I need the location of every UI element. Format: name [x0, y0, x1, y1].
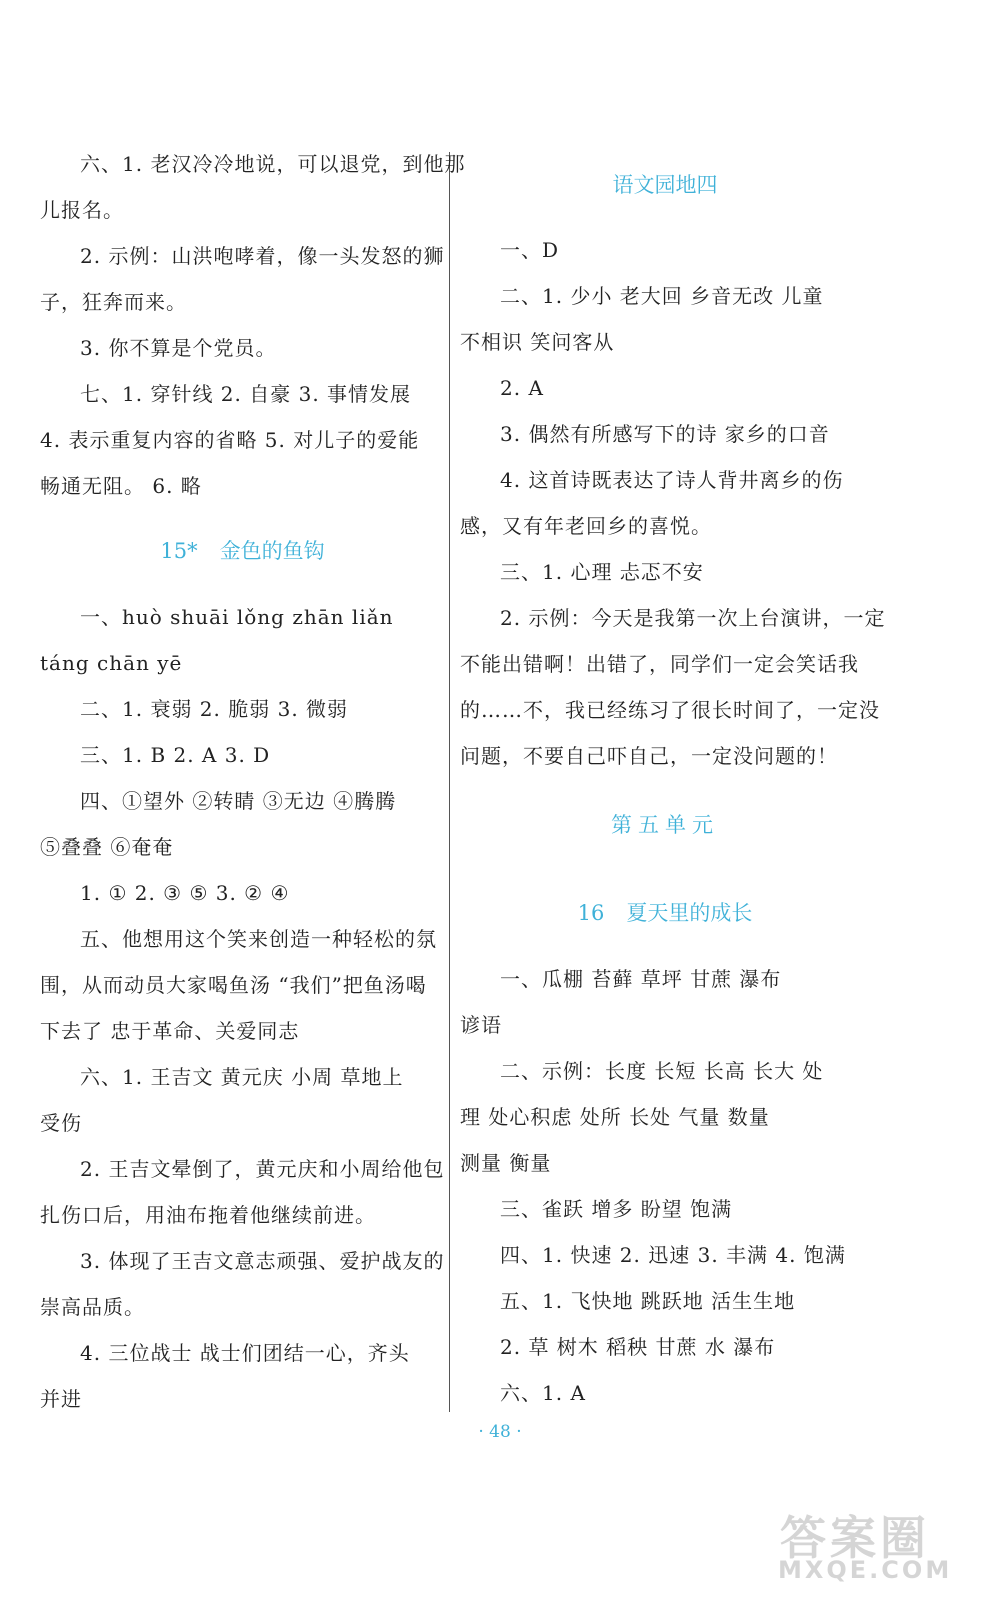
answer-line: 一、瓜棚 苔藓 草坪 甘蔗 瀑布 — [500, 967, 782, 991]
answer-line: 4. 三位战士 战士们团结一心，齐头 — [80, 1341, 410, 1365]
answer-line: 下去了 忠于革命、关爱同志 — [40, 1019, 300, 1043]
answer-line: 围，从而动员大家喝鱼汤 “我们”把鱼汤喝 — [40, 973, 427, 997]
lesson-title: 金色的鱼钩 — [219, 539, 325, 563]
answer-line: 2. 示例：今天是我第一次上台演讲，一定 — [500, 606, 886, 630]
lesson-number: 16 — [577, 901, 605, 925]
answer-line: 一、huò shuāi lǒng zhān liǎn — [80, 605, 394, 629]
answer-line: 4. 这首诗既表达了诗人背井离乡的伤 — [500, 468, 844, 492]
answer-line: 二、1. 衰弱 2. 脆弱 3. 微弱 — [80, 697, 349, 721]
answer-line: 2. 王吉文晕倒了，黄元庆和小周给他包 — [80, 1157, 445, 1181]
answer-line: 六、1. 王吉文 黄元庆 小周 草地上 — [80, 1065, 404, 1089]
answer-line: táng chān yē — [40, 651, 183, 675]
answer-line: 三、1. 心理 忐忑不安 — [500, 560, 704, 584]
answer-line: 2. 示例：山洪咆哮着，像一头发怒的狮 — [80, 244, 445, 268]
answer-line: 测量 衡量 — [460, 1151, 552, 1175]
section-heading-yuwen: 语文园地四 — [612, 173, 718, 197]
answer-line: 并进 — [40, 1387, 82, 1411]
answer-line: 六、1. 老汉冷冷地说，可以退党，到他那 — [80, 152, 466, 176]
answer-line: 不相识 笑问客从 — [460, 330, 615, 354]
column-divider — [449, 152, 450, 1412]
answer-line: 三、雀跃 增多 盼望 饱满 — [500, 1197, 733, 1221]
answer-line: 六、1. A — [500, 1381, 586, 1405]
answer-line: 3. 偶然有所感写下的诗 家乡的口音 — [500, 422, 830, 446]
answer-line: ⑤叠叠 ⑥奄奄 — [40, 835, 174, 859]
answer-line: 五、1. 飞快地 跳跃地 活生生地 — [500, 1289, 796, 1313]
answer-line: 畅通无阻。 6. 略 — [40, 474, 202, 498]
answer-line: 扎伤口后，用油布拖着他继续前进。 — [40, 1203, 376, 1227]
watermark-logo — [772, 1502, 972, 1588]
answer-line: 问题，不要自己吓自己，一定没问题的！ — [460, 744, 838, 768]
answer-line: 3. 你不算是个党员。 — [80, 336, 277, 360]
answer-line: 三、1. B 2. A 3. D — [80, 743, 271, 767]
lesson-heading-16 — [460, 899, 870, 927]
answer-line: 四、1. 快速 2. 迅速 3. 丰满 4. 饱满 — [500, 1243, 846, 1267]
watermark-main: 答案圈 — [780, 1511, 930, 1565]
lesson-number: 15* — [160, 539, 198, 563]
lesson-heading-15 — [40, 537, 445, 565]
watermark-url: MXQE.COM — [778, 1556, 953, 1584]
answer-line: 受伤 — [40, 1111, 82, 1135]
answer-line: 4. 表示重复内容的省略 5. 对儿子的爱能 — [40, 428, 420, 452]
answer-line: 二、1. 少小 老大回 乡音无改 儿童 — [500, 284, 824, 308]
answer-line: 不能出错啊！出错了，同学们一定会笑话我 — [460, 652, 859, 676]
answer-line: 3. 体现了王吉文意志顽强、爱护战友的 — [80, 1249, 445, 1273]
answer-line: 七、1. 穿针线 2. 自豪 3. 事情发展 — [80, 382, 412, 406]
answer-line: 2. 草 树木 稻秧 甘蔗 水 瀑布 — [500, 1335, 776, 1359]
answer-line: 四、①望外 ②转睛 ③无边 ④腾腾 — [80, 789, 397, 813]
answer-line: 儿报名。 — [40, 198, 124, 222]
page-number: · 48 · — [478, 1422, 522, 1442]
answer-line: 一、D — [500, 238, 560, 262]
answer-line: 子，狂奔而来。 — [40, 290, 187, 314]
answer-line: 二、示例：长度 长短 长高 长大 处 — [500, 1059, 824, 1083]
answer-line: 五、他想用这个笑来创造一种轻松的氛 — [80, 927, 437, 951]
answer-line: 1. ① 2. ③ ⑤ 3. ② ④ — [80, 881, 290, 905]
answer-line: 2. A — [500, 376, 544, 400]
answer-line: 感，又有年老回乡的喜悦。 — [460, 514, 712, 538]
unit-heading: 第五单元 — [611, 813, 719, 837]
lesson-title: 夏天里的成长 — [626, 901, 753, 925]
answer-line: 理 处心积虑 处所 长处 气量 数量 — [460, 1105, 770, 1129]
answer-line: 的……不，我已经练习了很长时间了，一定没 — [460, 698, 880, 722]
answer-line: 谚语 — [460, 1013, 502, 1037]
answer-line: 崇高品质。 — [40, 1295, 145, 1319]
